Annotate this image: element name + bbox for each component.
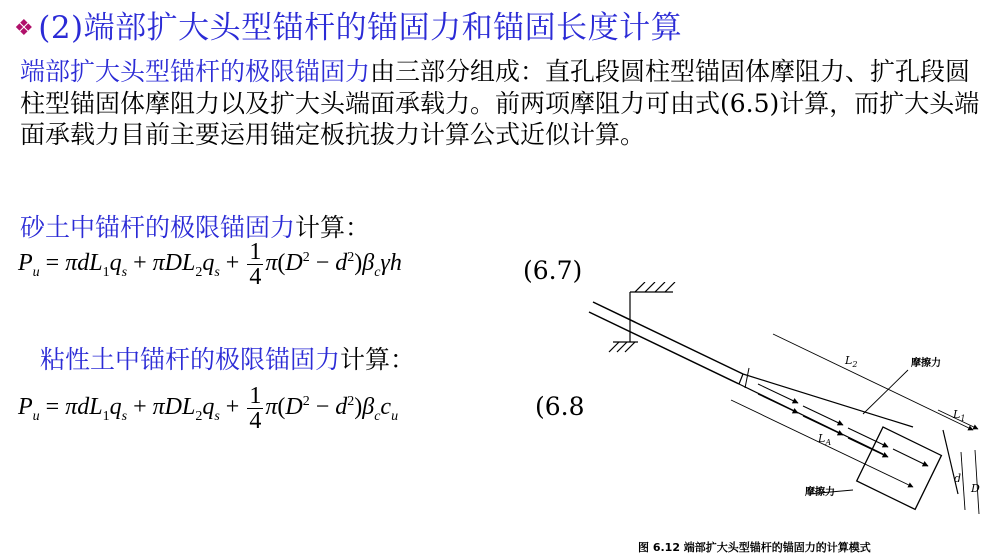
sand-subheading bbox=[20, 208, 370, 244]
anchor-rod-top bbox=[593, 302, 743, 374]
ground-hatch bbox=[609, 282, 675, 352]
fraction-quarter: $\frac{1}{4}$ bbox=[249, 383, 262, 434]
slide-title bbox=[14, 2, 682, 47]
label-la: $L_A$ bbox=[818, 432, 832, 447]
clay-highlight: 粘性土中锚杆的极限锚固力 bbox=[40, 345, 341, 374]
label-friction-bottom: 摩擦力 bbox=[805, 487, 835, 498]
formula-clay: $P_u = \pi dL_1q_s + \pi DL_2q_s$ + $\frac{1}{4}$ $\pi(D^2 - d^2)\beta_cc_u$ bbox=[18, 383, 399, 434]
label-friction-top: 摩擦力 bbox=[911, 358, 941, 369]
sand-rest: 计算： bbox=[295, 213, 371, 242]
slide-title-text: (2)端部扩大头型锚杆的锚固力和锚固长度计算 bbox=[38, 10, 683, 46]
equation-number-6-7: (6.7) bbox=[523, 256, 583, 285]
label-d-large: D bbox=[971, 482, 980, 495]
label-d-small: d bbox=[954, 472, 962, 485]
formula-sand: $P_u = \pi dL_1q_s + \pi DL_2q_s$ + $\frac{1}{4}$ $\pi(D^2 - d^2)\beta_c\gamma h$ bbox=[18, 239, 402, 290]
intro-body: 由三部分组成：直孔段圆柱型锚固体摩阻力、扩孔段圆柱型锚固体摩阻力以及扩大头端面承载力。前两项摩阻力可由式(6.5)计算，而扩大头端面承载力目前主要运用锚定板抗拔力计算公式近似计算。 bbox=[20, 57, 980, 149]
sand-highlight: 砂土中锚杆的极限锚固力 bbox=[20, 213, 296, 242]
figure-caption: 图 6.12 端部扩大头型锚杆的锚固力的计算模式 bbox=[638, 541, 871, 554]
clay-rest: 计算： bbox=[340, 345, 416, 374]
anchor-rod-bottom bbox=[589, 312, 739, 384]
fraction-quarter: $\frac{1}{4}$ bbox=[249, 239, 262, 290]
intro-paragraph bbox=[20, 56, 980, 151]
enlarged-head bbox=[857, 427, 942, 509]
label-l2: $L_2$ bbox=[845, 354, 858, 369]
label-l1: $L_1$ bbox=[953, 408, 966, 423]
anchor-diagram bbox=[583, 282, 996, 555]
intro-highlight: 端部扩大头型锚杆的极限锚固力 bbox=[20, 57, 371, 86]
clay-subheading bbox=[40, 340, 415, 376]
diamond-bullet-icon: ❖ bbox=[14, 16, 35, 41]
equation-number-6-8: (6.8 bbox=[535, 392, 585, 421]
